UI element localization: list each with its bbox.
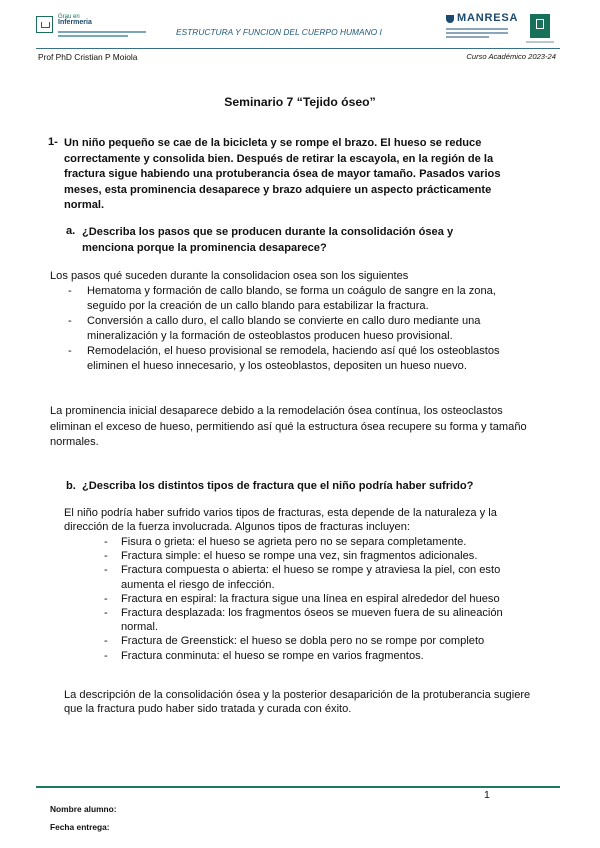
- header-divider: [36, 48, 560, 49]
- conclusion-paragraph: La descripción de la consolidación ósea y la posterior desaparición de la protuberancia sugiere que la fractura pudo haber sido tratada y curada con éxito.: [64, 689, 531, 716]
- list-item: - Remodelación, el hueso provisional se remodela, haciendo así qué los osteoblastos eliminen el hueso innecesario, y los osteoblastos, depositen un hueso nuevo.: [66, 344, 526, 374]
- school-emblem-icon: [36, 16, 53, 33]
- manresa-logo: [446, 12, 558, 46]
- manresa-u-icon: [446, 15, 454, 23]
- list-item: - Fractura desplazada: los fragmentos óseos se mueven fuera de su alineación normal.: [104, 606, 534, 634]
- question-1-number: 1-: [48, 136, 58, 148]
- question-a-text: ¿Describa los pasos que se producen durante la consolidación ósea y menciona porque la prominencia desaparece?: [82, 226, 454, 254]
- answer-a-intro: Los pasos qué suceden durante la consolidacion osea son los siguientes: [50, 270, 409, 282]
- crest-caption: [526, 41, 554, 43]
- delivery-date-label: Fecha entrega:: [50, 822, 110, 832]
- answer-b-intro: El niño podría haber sufrido varios tipos de fracturas, esta depende de la naturaleza y la dirección de la fuerza involucrada. Algunos tipos de fracturas incluyen:: [64, 507, 497, 534]
- manresa-fine-print: [446, 28, 508, 40]
- list-item: - Fractura simple: el hueso se rompe una vez, sin fragmentos adicionales.: [104, 549, 534, 563]
- professor-name: Prof PhD Cristian P Moiola: [38, 52, 138, 62]
- list-item: - Fractura de Greenstick: el hueso se dobla pero no se rompe por completo: [104, 634, 534, 648]
- prominence-paragraph: La prominencia inicial desaparece debido a la remodelación ósea contínua, los osteoclastos eliminan el exceso de hueso, permitiendo así qué la estructura ósea recupere su forma y tamaño normales.: [50, 405, 527, 449]
- course-header-title: ESTRUCTURA Y FUNCION DEL CUERPO HUMANO I: [176, 27, 382, 37]
- question-b-text: ¿Describa los distintos tipos de fractura que el niño podría haber sufrido?: [82, 480, 474, 492]
- list-item: - Fisura o grieta: el hueso se agrieta pero no se separa completamente.: [104, 535, 534, 549]
- question-b-label: b.: [66, 480, 76, 492]
- list-item: - Fractura conminuta: el hueso se rompe en varios fragmentos.: [104, 649, 534, 663]
- list-item: - Fractura compuesta o abierta: el hueso se rompe y atraviesa la piel, con esto aumenta el riesgo de infección.: [104, 563, 534, 591]
- student-name-label: Nombre alumno:: [50, 804, 117, 814]
- university-crest-icon: [530, 14, 550, 38]
- question-1-text: Un niño pequeño se cae de la bicicleta y se rompe el brazo. El hueso se reduce correctamente y consolida bien. Después de retirar la escayola, en la región de la fractura sigue habiendo una protuberancia ósea de mayor tamaño. Pasados varios meses, esta prominencia desaparece y brazo adquiere un aspecto prácticamente normal.: [64, 137, 501, 212]
- list-item: - Conversión a callo duro, el callo blando se convierte en callo duro mediante una mineralización y la formación de osteoblastos producen hueso provisional.: [66, 314, 526, 344]
- list-item: - Fractura en espiral: la fractura sigue una línea en espiral alrededor del hueso: [104, 592, 534, 606]
- logo-line-2: Infermeria: [58, 19, 92, 26]
- logo-fine-print: [58, 31, 146, 39]
- academic-year: Curso Académico 2023-24: [466, 52, 556, 61]
- manresa-wordmark: MANRESA: [457, 12, 519, 24]
- footer-divider: [36, 786, 560, 788]
- logo-line-1: Grau en: [58, 14, 80, 20]
- question-a-label: a.: [66, 225, 76, 237]
- healing-steps-list: [66, 284, 526, 374]
- nursing-logo-text: [58, 14, 92, 26]
- fracture-types-list: [104, 535, 534, 663]
- seminar-title: Seminario 7 “Tejido óseo”: [224, 95, 376, 109]
- nursing-school-logo: [36, 14, 168, 42]
- list-item: - Hematoma y formación de callo blando, se forma un coágulo de sangre en la zona, seguido por la creación de un callo blando para estabilizar la fractura.: [66, 284, 526, 314]
- page-number: 1: [484, 789, 490, 801]
